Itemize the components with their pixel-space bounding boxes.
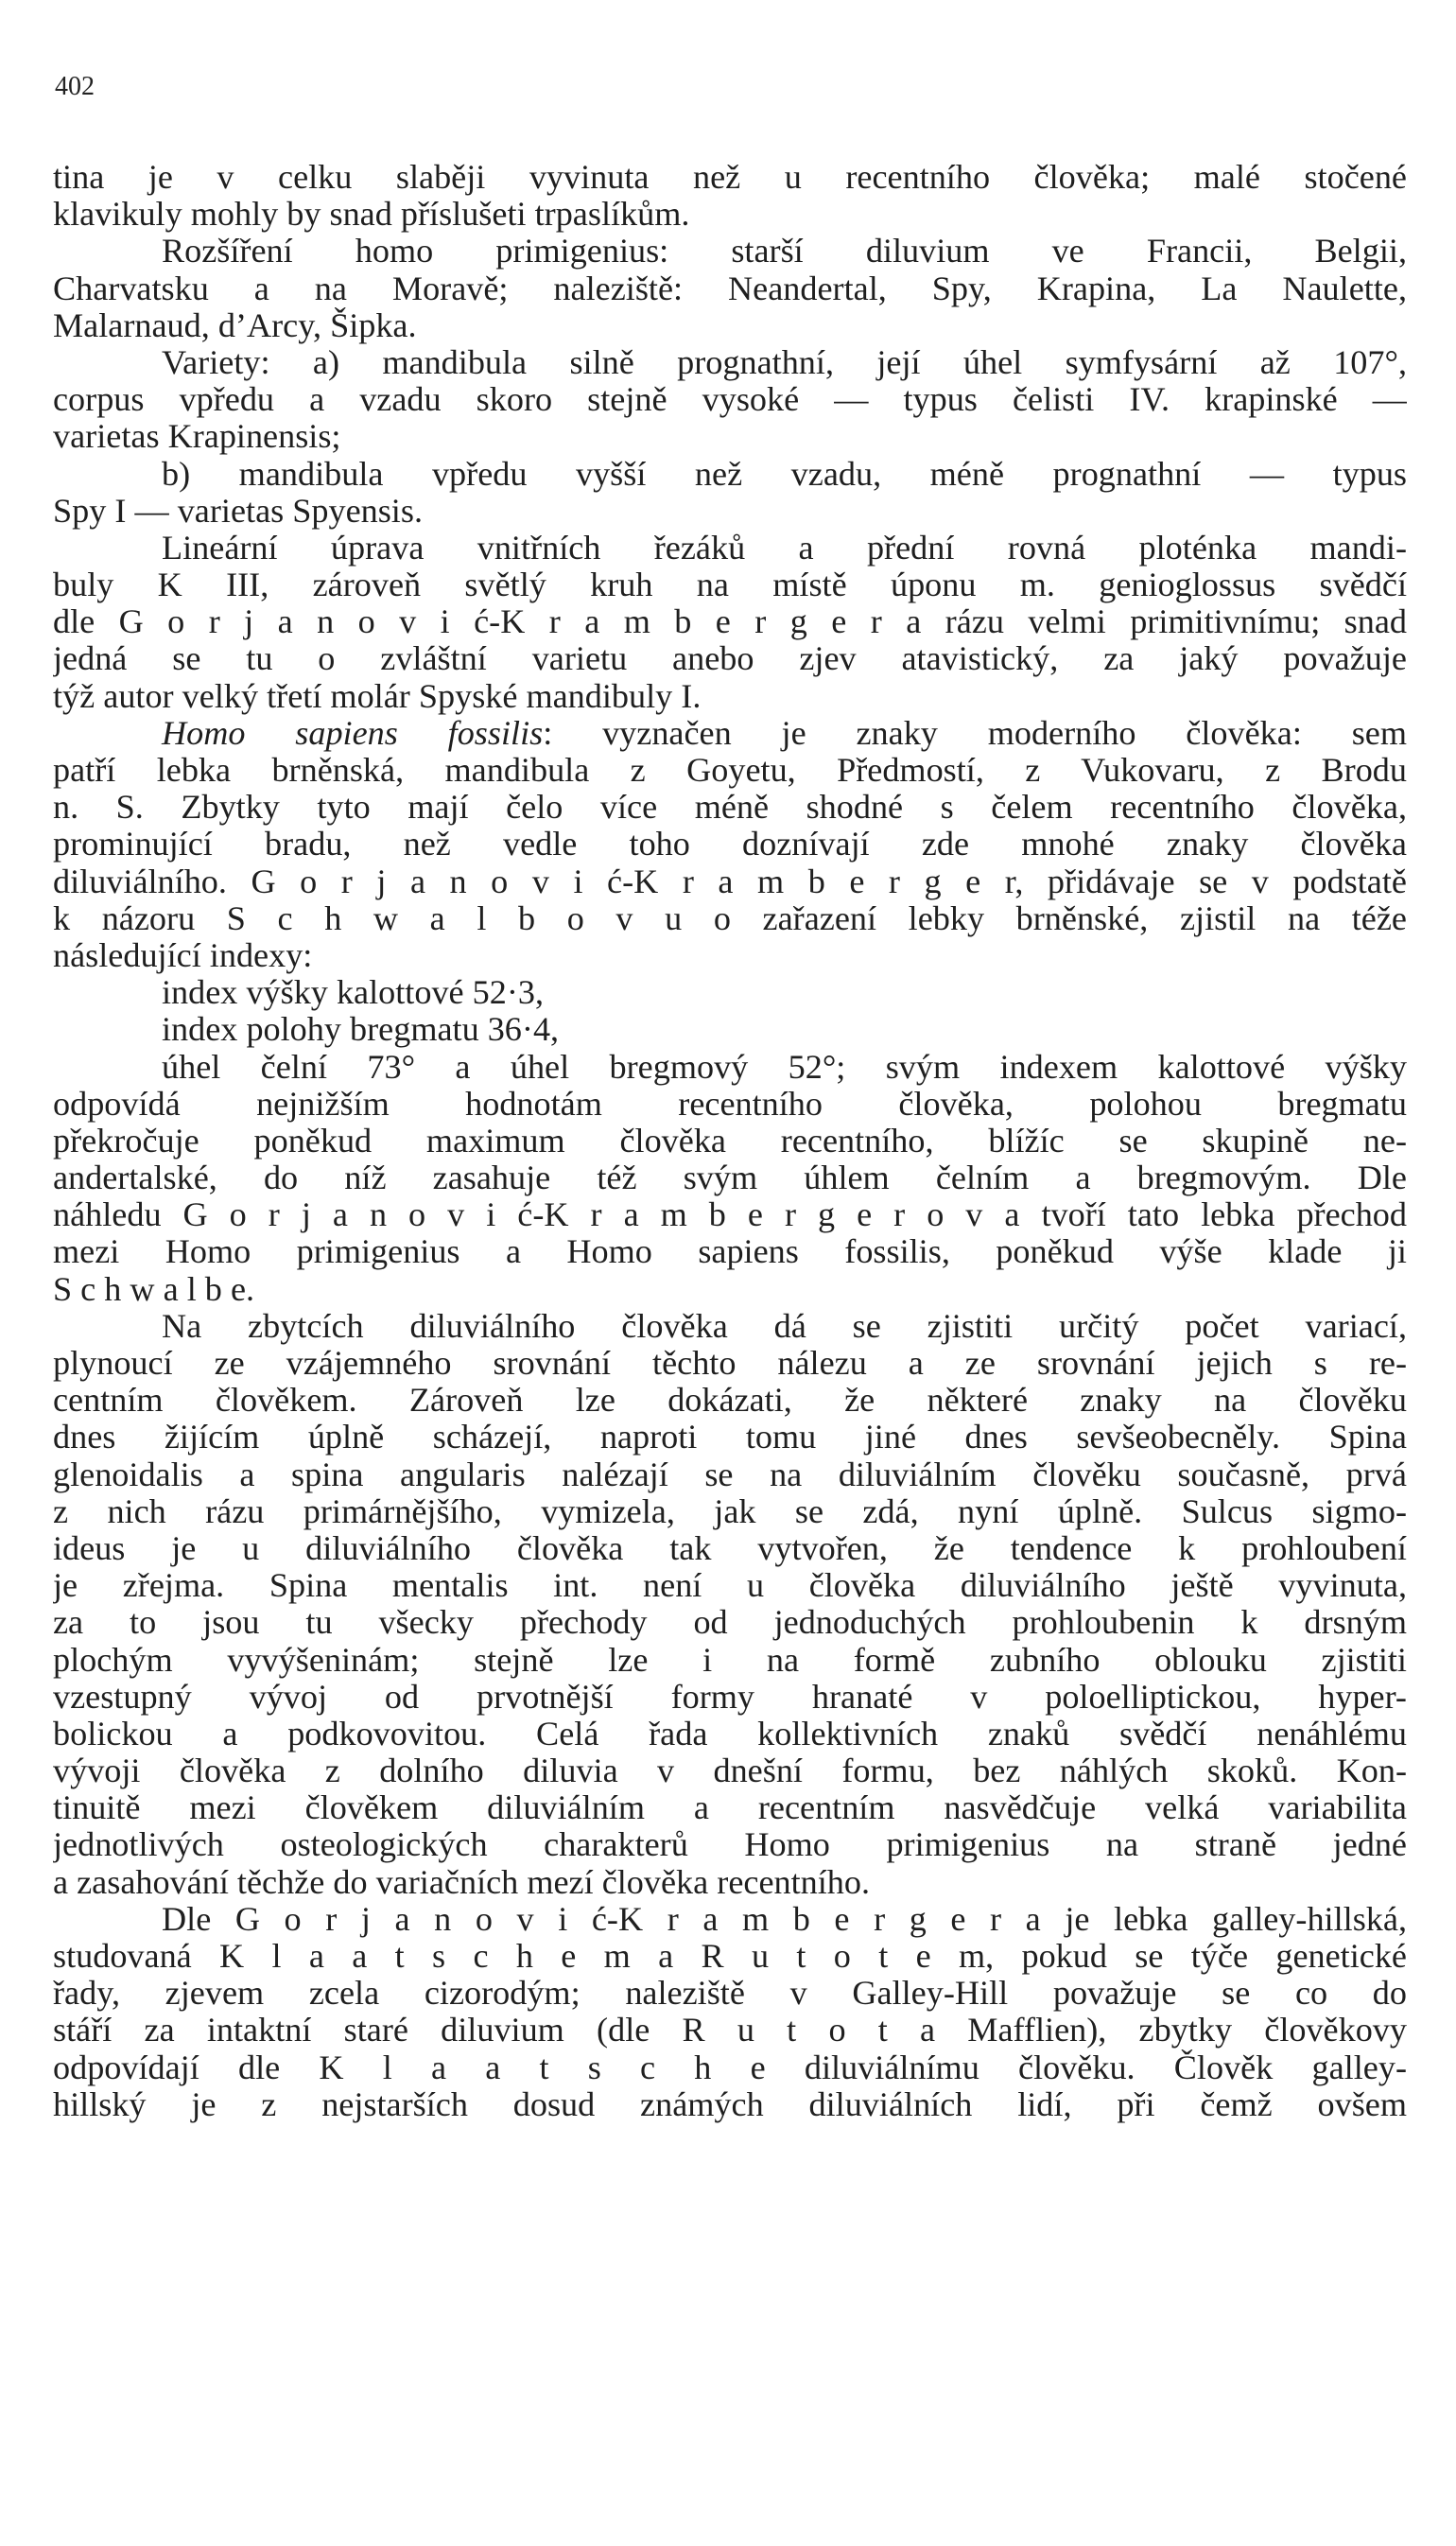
text-line: dle G o r j a n o v i ć-K r a m b e r g e r a rázu velmi primitivnímu; snad [53,603,1407,641]
text-line: hillský je z nejstarších dosud známých diluviálních lidí, při čemž ovšem [53,2085,1407,2123]
text-line: překročuje poněkud maximum člověka recentního, blížíc se skupině ne- [53,1122,1407,1160]
text-line: Charvatsku a na Moravě; naleziště: Neandertal, Spy, Krapina, La Naulette, [53,270,1407,307]
text-line: jedná se tu o zvláštní varietu anebo zjev atavistický, za jaký považuje [53,640,1407,678]
text-line: Dle G o r j a n o v i ć-K r a m b e r g e r a je lebka galley-hillská, [162,1900,1407,1938]
text-line: Spy I — varietas Spyensis. [53,492,423,530]
text-line: ideus je u diluviálního člověka tak vytvořen, že tendence k prohloubení [53,1529,1407,1567]
text-line: plochým vyvýšeninám; stejně lze i na formě zubního oblouku zjistiti [53,1641,1407,1679]
text-line: corpus vpředu a vzadu skoro stejně vysoké — typus čelisti IV. krapinské — [53,381,1407,419]
text-line: mezi Homo primigenius a Homo sapiens fossilis, poněkud výše klade ji [53,1233,1407,1271]
text-line: a zasahování těchže do variačních mezí člověka recentního. [53,1863,871,1901]
text-line: plynoucí ze vzájemného srovnání těchto nálezu a ze srovnání jejich s re- [53,1345,1407,1382]
text-line: odpovídá nejnižším hodnotám recentního člověka, polohou bregmatu [53,1085,1407,1123]
text-line: za to jsou tu všecky přechody od jednoduchých prohloubenin k drsným [53,1604,1407,1642]
text-line: diluviálního. G o r j a n o v i ć-K r a m b e r g e r, přidávaje se v podstatě [53,863,1407,900]
text-line: varietas Krapinensis; [53,418,341,456]
text-line: index výšky kalottové 52·3, [162,974,545,1012]
text-line: Na zbytcích diluviálního člověka dá se zjistiti určitý počet variací, [162,1307,1407,1345]
text-line: stáří za intaktní staré diluvium (dle R u t o t a Mafflien), zbytky člověkovy [53,2012,1407,2049]
text-line: buly K III, zároveň světlý kruh na místě úponu m. genioglossus svědčí [53,567,1407,604]
text-line: následující indexy: [53,936,313,974]
text-line: z nich rázu primárnějšího, vymizela, jak se zdá, nyní úplně. Sulcus sigmo- [53,1492,1407,1530]
body-text [53,159,1407,2123]
text-line: glenoidalis a spina angularis nalézají se na diluviálním člověku současně, prvá [53,1456,1407,1493]
text-line: tina je v celku slaběji vyvinuta než u recentního člověka; malé stočené [53,159,1407,196]
text-line: S c h w a l b e. [53,1270,255,1308]
text-line: centním člověkem. Zároveň lze dokázati, že některé znaky na člověku [53,1382,1407,1420]
text-line: je zřejma. Spina mentalis int. není u člověka diluviálního ještě vyvinuta, [53,1567,1407,1605]
text-line: úhel čelní 73° a úhel bregmový 52°; svým indexem kalottové výšky [162,1048,1407,1086]
text-line: Malarnaud, d’Arcy, Šipka. [53,306,417,344]
text-line: andertalské, do níž zasahuje též svým úhlem čelním a bregmovým. Dle [53,1160,1407,1197]
text-line: studovaná K l a a t s c h e m a R u t o t e m, pokud se týče genetické [53,1938,1407,1975]
text-line: Rozšíření homo primigenius: starší diluvium ve Francii, Belgii, [162,233,1407,270]
text-line: n. S. Zbytky tyto mají čelo více méně shodné s čelem recentního člověka, [53,789,1407,827]
text-line: vývoji člověka z dolního diluvia v dnešní formu, bez náhlých skoků. Kon- [53,1753,1407,1790]
text-line: náhledu G o r j a n o v i ć-K r a m b e r g e r o v a tvoří tato lebka přechod [53,1196,1407,1234]
text-line: bolickou a podkovovitou. Celá řada kollektivních znaků svědčí nenáhlému [53,1715,1407,1753]
text-line: vzestupný vývoj od prvotnější formy hranaté v poloelliptickou, hyper- [53,1678,1407,1716]
text-line: dnes žijícím úplně scházejí, naproti tomu jiné dnes sevšeobecněly. Spina [53,1419,1407,1456]
text-line: index polohy bregmatu 36·4, [162,1011,560,1049]
text-line: prominující bradu, než vedle toho doznívají zde mnohé znaky člověka [53,826,1407,863]
text-line: týž autor velký třetí molár Spyské mandibuly I. [53,677,702,715]
text-line: Homo sapiens fossilis: vyznačen je znaky moderního člověka: sem [162,714,1407,752]
text-line: klavikuly mohly by snad příslušeti trpaslíkům. [53,196,690,234]
text-line: jednotlivých osteologických charakterů Homo primigenius na straně jedné [53,1826,1407,1864]
text-line: tinuitě mezi člověkem diluviálním a recentním nasvědčuje velká variabilita [53,1789,1407,1827]
text-line: odpovídají dle K l a a t s c h e diluviálnímu člověku. Člověk galley- [53,2049,1407,2086]
text-line: b) mandibula vpředu vyšší než vzadu, méně prognathní — typus [162,455,1407,493]
text-line: Variety: a) mandibula silně prognathní, její úhel symfysární až 107°, [162,343,1407,381]
text-line: patří lebka brněnská, mandibula z Goyetu, Předmostí, z Vukovaru, z Brodu [53,752,1407,789]
text-line: Lineární úprava vnitřních řezáků a přední rovná ploténka mandi- [162,529,1407,567]
text-line: řady, zjevem zcela cizorodým; naleziště v Galley-Hill považuje se co do [53,1975,1407,2013]
text-line: k názoru S c h w a l b o v u o zařazení lebky brněnské, zjistil na téže [53,899,1407,937]
page-number: 402 [55,72,95,101]
